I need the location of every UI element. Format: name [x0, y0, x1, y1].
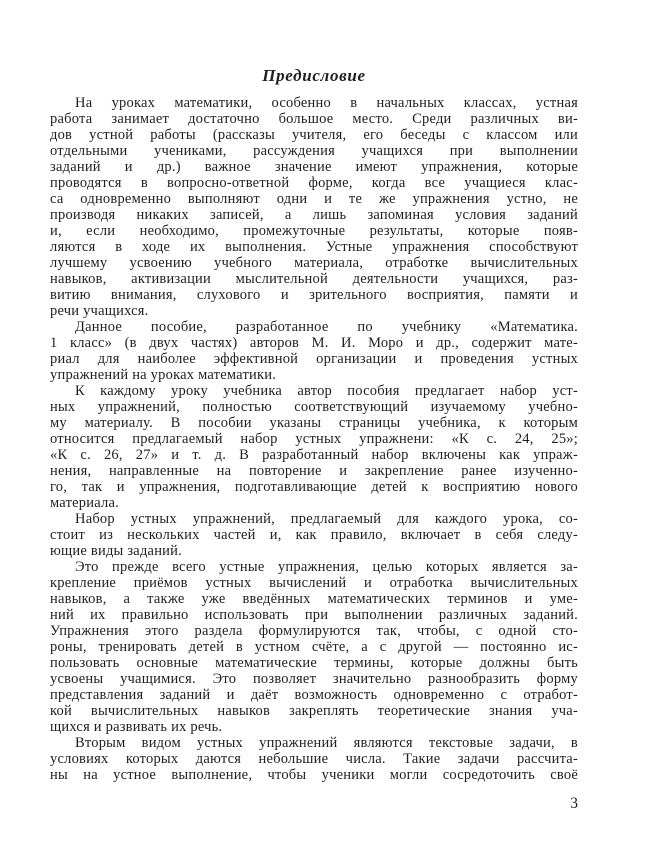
- text-line: усвоены учащимися. Это позволяет значительно разнообразить форму: [50, 671, 578, 687]
- page-number: 3: [570, 795, 578, 812]
- text-line: му материалу. В пособии указаны страницы учебника, к которым: [50, 415, 578, 431]
- text-line: лучшему усвоению учебного материала, отработке вычислительных: [50, 255, 578, 271]
- text-line: К каждому уроку учебника автор пособия предлагает набор уст-: [75, 383, 578, 399]
- text-line: нения, направленные на повторение и закрепление ранее изученно-: [50, 463, 578, 479]
- text-line: материала.: [50, 495, 119, 511]
- text-line: упражнений на уроках математики.: [50, 367, 277, 383]
- text-line: отдельными учениками, рассуждения учащихся при выполнении: [50, 143, 578, 159]
- text-line: риал для наиболее эффективной организации и проведения устных: [50, 351, 578, 367]
- page-title: Предисловие: [262, 66, 366, 85]
- text-line: Вторым видом устных упражнений являются текстовые задачи, в: [75, 735, 578, 751]
- text-line: кой вычислительных навыков закреплять теоретические знания уча-: [50, 703, 578, 719]
- text-line: ющие виды заданий.: [50, 543, 182, 559]
- text-line: ных упражнений, полностью соответствующий изучаемому учебно-: [50, 399, 578, 415]
- text-line: пользовать основные математические термины, которые должны быть: [50, 655, 578, 671]
- text-line: проводятся в вопросно-ответной форме, когда все учащиеся клас-: [50, 175, 578, 191]
- text-line: стоит из нескольких частей и, как правило, включает в себя следу-: [50, 527, 578, 543]
- text-line: и, если необходимо, промежуточные результаты, которые появ-: [50, 223, 578, 239]
- text-line: Данное пособие, разработанное по учебнику «Математика.: [75, 319, 578, 335]
- text-line: 1 класс» (в двух частях) авторов М. И. Моро и др., содержит мате-: [50, 335, 578, 351]
- text-line: заданий и др.) важное значение имеют упражнения, которые: [50, 159, 578, 175]
- text-line: Набор устных упражнений, предлагаемый для каждого урока, со-: [75, 511, 578, 527]
- text-line: условиях которых даются небольшие числа. Такие задачи рассчита-: [50, 751, 578, 767]
- text-line: ны на устное выполнение, чтобы ученики могли сосредоточить своё: [50, 767, 578, 783]
- text-line: навыков, а также уже введённых математических терминов и уме-: [50, 591, 578, 607]
- text-line: На уроках математики, особенно в начальных классах, устная: [75, 95, 578, 111]
- text-line: го, так и упражнения, подготавливающие детей к восприятию нового: [50, 479, 578, 495]
- text-line: са одновременно выполняют одни и те же упражнения устно, не: [50, 191, 578, 207]
- text-line: ний их правильно использовать при выполнении различных заданий.: [50, 607, 578, 623]
- text-line: производя никаких записей, а лишь запоминая условия заданий: [50, 207, 578, 223]
- text-line: Это прежде всего устные упражнения, целью которых является за-: [75, 559, 578, 575]
- text-line: дов устной работы (рассказы учителя, его беседы с классом или: [50, 127, 578, 143]
- text-line: крепление приёмов устных вычислений и отработка вычислительных: [50, 575, 578, 591]
- text-line: представления заданий и даёт возможность одновременно с отработ-: [50, 687, 578, 703]
- text-line: навыков, активизации мыслительной деятельности учащихся, раз-: [50, 271, 578, 287]
- text-line: роны, тренировать детей в устном счёте, а с другой — постоянно ис-: [50, 639, 578, 655]
- text-line: витию внимания, слухового и зрительного восприятия, памяти и: [50, 287, 578, 303]
- text-block: [50, 95, 578, 783]
- text-line: Упражнения этого раздела формулируются так, чтобы, с одной сто-: [50, 623, 578, 639]
- text-line: работа занимает достаточно большое место. Среди различных ви-: [50, 111, 578, 127]
- text-line: «К с. 26, 27» и т. д. В разработанный набор включены как упраж-: [50, 447, 578, 463]
- text-line: относится предлагаемый набор устных упражнени: «К с. 24, 25»;: [50, 431, 578, 447]
- text-line: щихся и развивать их речь.: [50, 719, 223, 735]
- text-line: ляются в ходе их выполнения. Устные упражнения способствуют: [50, 239, 578, 255]
- text-line: речи учащихся.: [50, 303, 149, 319]
